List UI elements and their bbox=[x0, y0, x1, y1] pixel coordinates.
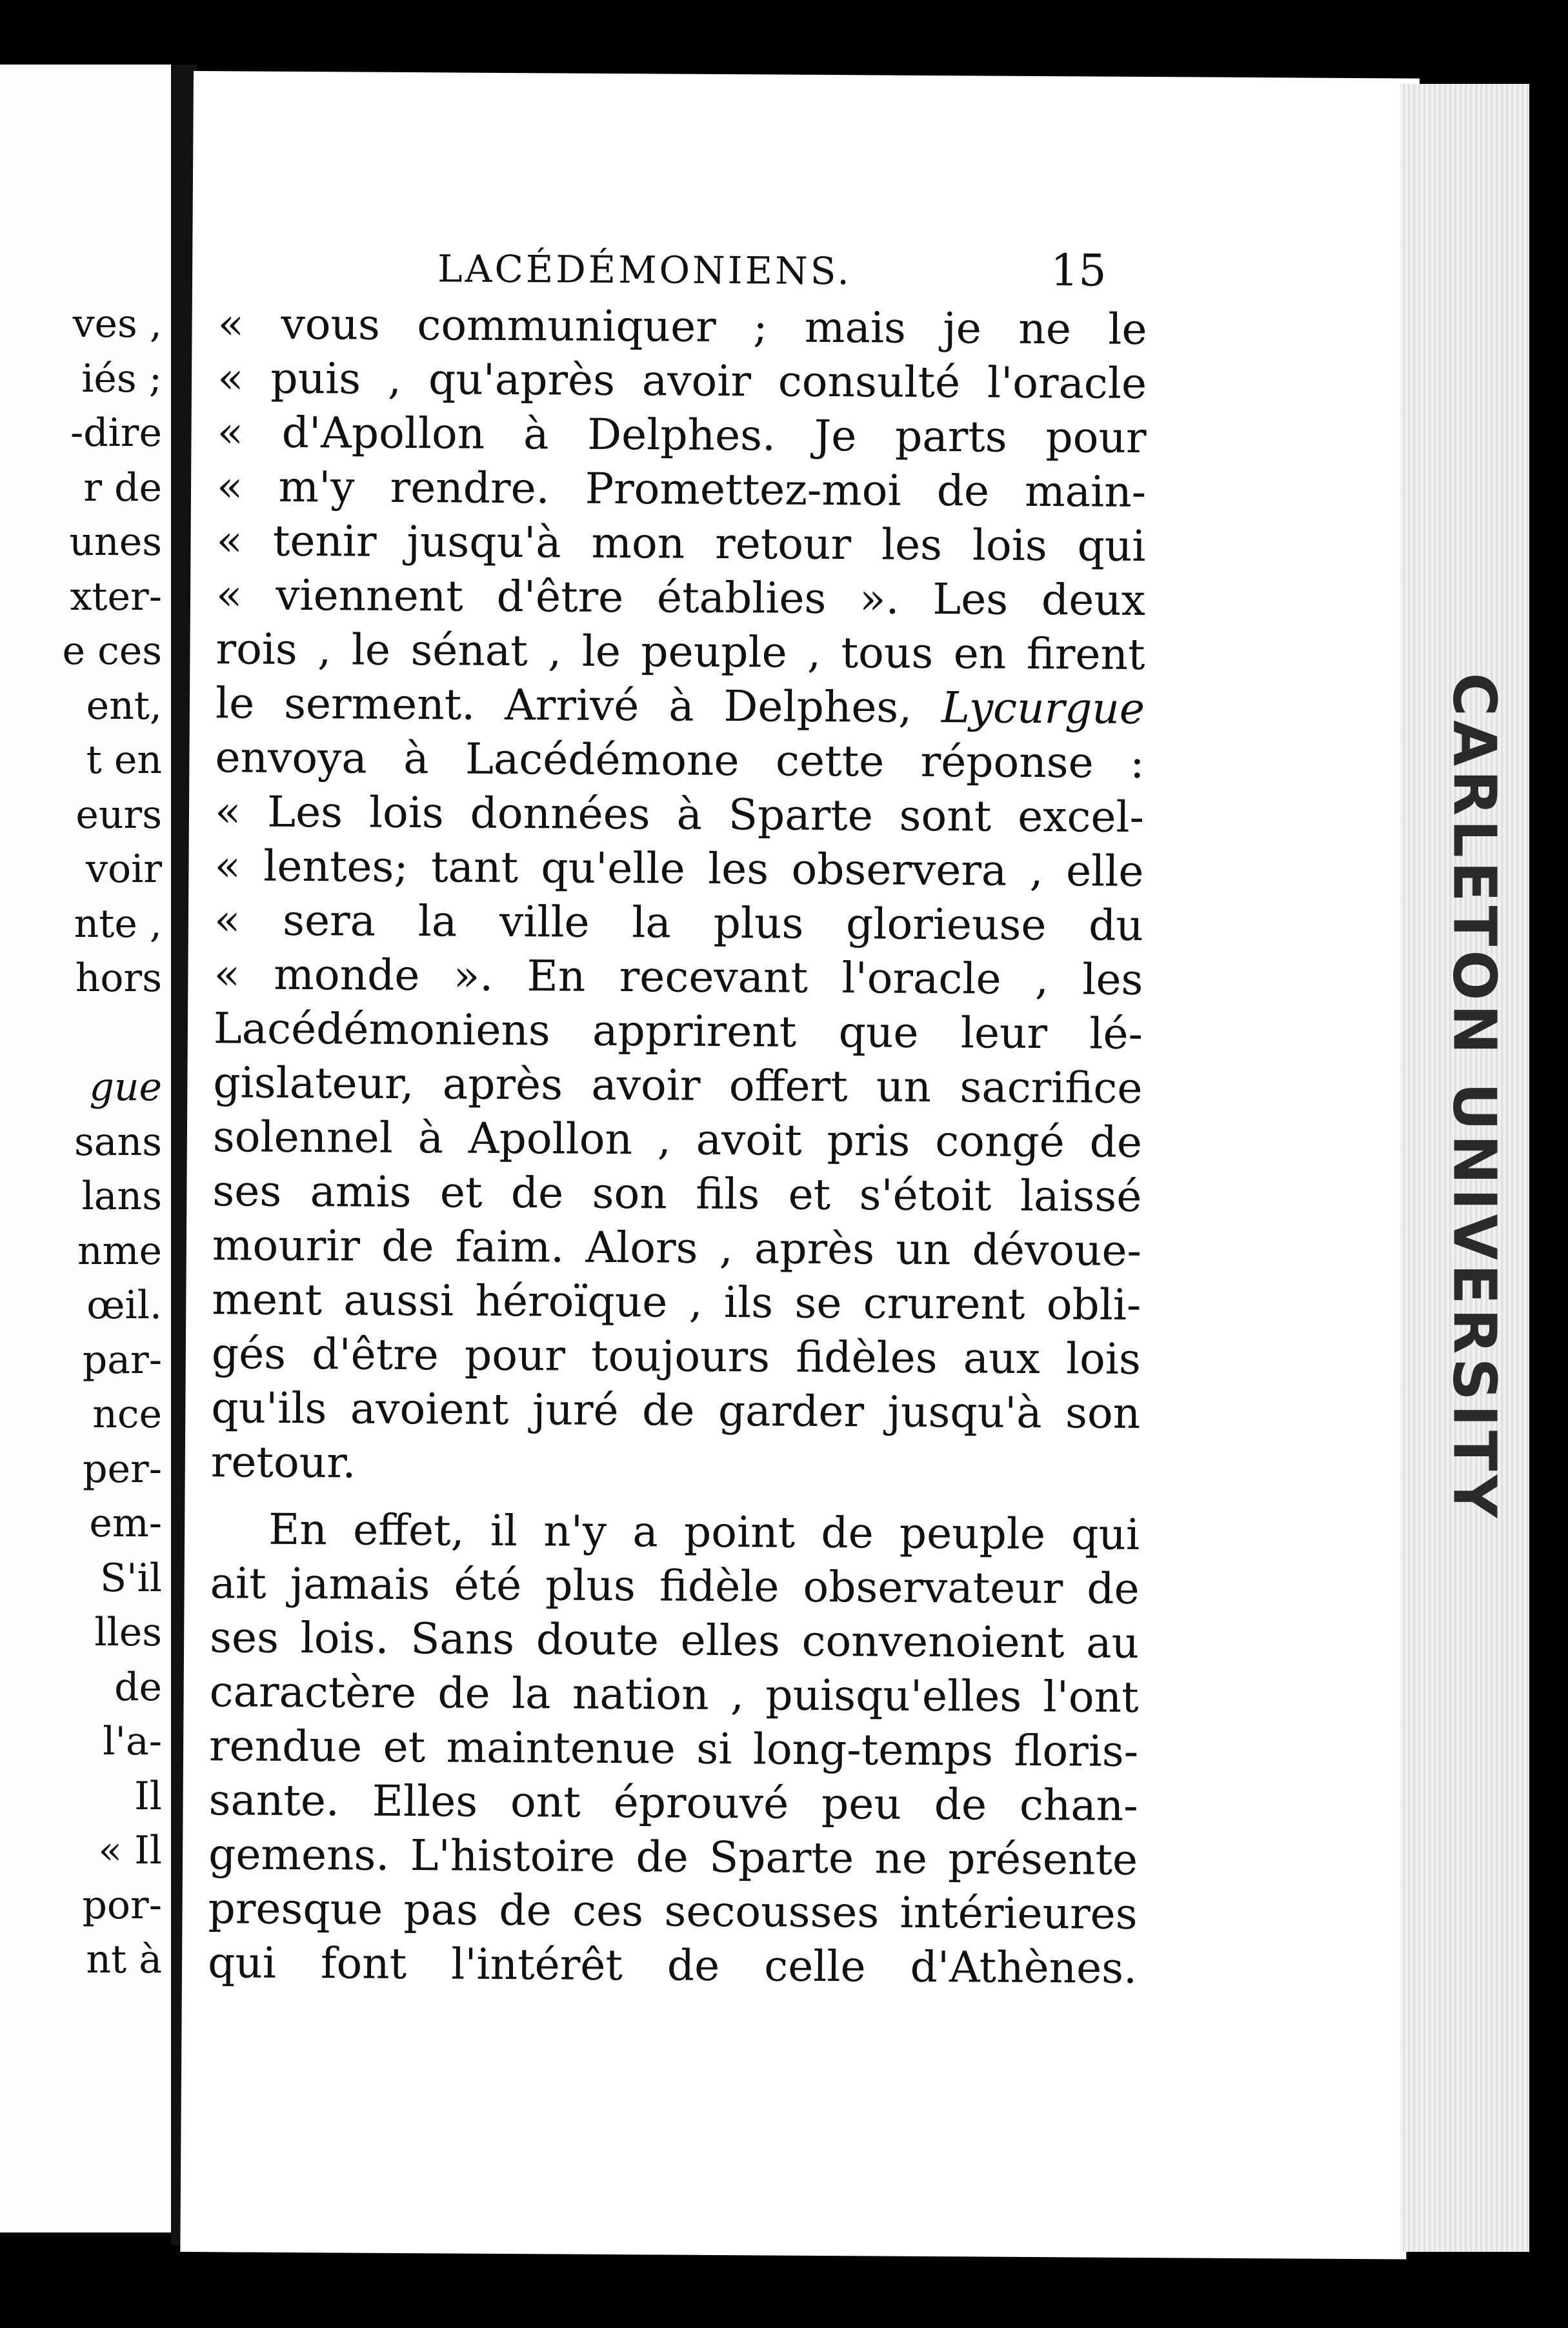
left-line: par- bbox=[82, 1337, 162, 1383]
left-line bbox=[63, 1006, 162, 1061]
text-line: qui font l'intérêt de celle d'Athènes. bbox=[207, 1938, 1138, 1993]
text-line: « tenir jusqu'à mon retour les lois qui bbox=[216, 516, 1146, 572]
left-line: hors bbox=[75, 956, 162, 1001]
left-line: nt à bbox=[86, 1937, 162, 1982]
left-line: nce bbox=[92, 1392, 162, 1437]
left-line: de bbox=[114, 1664, 162, 1710]
text-line: « puis , qu'après avoir consulté l'oracle bbox=[217, 353, 1147, 409]
text-line: « sera la ville la plus glorieuse du bbox=[214, 895, 1144, 951]
text-line: caractère de la nation , puisqu'elles l'ont bbox=[209, 1667, 1139, 1722]
text-line: « viennent d'être établies ». Les deux bbox=[216, 570, 1146, 626]
left-line: Il bbox=[134, 1773, 162, 1819]
left-line: per- bbox=[83, 1446, 162, 1492]
right-page bbox=[180, 71, 1420, 2260]
left-line: nte , bbox=[74, 901, 162, 947]
text-line: « d'Apollon à Delphes. Je parts pour bbox=[217, 407, 1147, 463]
page-number: 15 bbox=[1050, 245, 1107, 297]
left-line: ves , bbox=[72, 301, 162, 346]
text-line: « monde ». En recevant l'oracle , les bbox=[214, 949, 1143, 1005]
text-line: « m'y rendre. Promettez-moi de main- bbox=[216, 461, 1147, 517]
left-line: t en bbox=[86, 738, 162, 783]
text-line: envoya à Lacédémone cette réponse : bbox=[215, 732, 1145, 788]
left-line: unes bbox=[69, 519, 162, 565]
text-line: « Les lois données à Sparte sont excel- bbox=[214, 787, 1145, 843]
text-line: qu'ils avoient juré de garder jusqu'à son bbox=[211, 1383, 1141, 1439]
text-line: « lentes; tant qu'elle les observera , elle bbox=[214, 841, 1144, 897]
left-line: S'il bbox=[100, 1555, 162, 1601]
left-page-fragment bbox=[0, 65, 171, 2233]
left-line: lans bbox=[81, 1174, 162, 1219]
text-line: sante. Elles ont éprouvé peu de chan- bbox=[208, 1775, 1138, 1831]
italic-name-lycurgue: Lycurgue bbox=[941, 683, 1145, 734]
left-line: eurs bbox=[75, 792, 162, 838]
left-line: em- bbox=[89, 1501, 162, 1546]
text-line: ses lois. Sans doute elles convenoient au bbox=[209, 1612, 1140, 1668]
left-line: nme bbox=[77, 1228, 162, 1274]
library-stamp bbox=[1440, 516, 1509, 1678]
left-line: voir bbox=[86, 847, 162, 892]
text-line: ment aussi héroïque , ils se crurent obli- bbox=[212, 1274, 1141, 1330]
left-line: ent, bbox=[86, 683, 162, 728]
running-head: LACÉDÉMONIENS. bbox=[437, 246, 852, 294]
body-text bbox=[208, 297, 1147, 1996]
left-line: xter- bbox=[70, 574, 162, 619]
left-line: iés ; bbox=[81, 356, 162, 401]
text-line: gés d'être pour toujours fidèles aux lois bbox=[211, 1329, 1141, 1385]
text-line-part: le serment. Arrivé à Delphes, bbox=[215, 678, 912, 732]
text-line: presque pas de ces secousses intérieures bbox=[208, 1883, 1138, 1939]
text-line: retour. bbox=[210, 1437, 356, 1488]
text-line: « vous communiquer ; mais je ne le bbox=[217, 299, 1147, 355]
left-line: e ces bbox=[62, 628, 162, 674]
text-line: ait jamais été plus fidèle observateur de bbox=[210, 1558, 1140, 1614]
library-stamp-text: CARLETON UNIVERSITY bbox=[1440, 672, 1509, 1521]
left-line: « Il bbox=[98, 1828, 162, 1873]
left-line: gue bbox=[89, 1065, 162, 1110]
text-line: solennel à Apollon , avoit pris congé de bbox=[212, 1112, 1143, 1168]
text-line: gemens. L'histoire de Sparte ne présente bbox=[208, 1829, 1138, 1885]
left-line: œil. bbox=[86, 1283, 162, 1328]
left-line: lles bbox=[94, 1610, 162, 1655]
text-line: gislateur, après avoir offert un sacrifice bbox=[213, 1058, 1143, 1114]
left-line: -dire bbox=[70, 410, 162, 456]
left-line: r de bbox=[83, 465, 162, 510]
text-line: rendue et maintenue si long-temps floris- bbox=[208, 1721, 1139, 1776]
text-line: rois , le sénat , le peuple , tous en firent bbox=[216, 624, 1145, 680]
left-page-text bbox=[63, 297, 162, 1987]
left-line: sans bbox=[74, 1119, 162, 1165]
text-line: mourir de faim. Alors , après un dévoue- bbox=[212, 1220, 1142, 1276]
left-line: l'a- bbox=[103, 1719, 162, 1764]
left-line: por- bbox=[82, 1882, 162, 1928]
text-line bbox=[216, 676, 1145, 736]
text-line: ses amis et de son fils et s'étoit laissé bbox=[212, 1166, 1142, 1222]
text-line: Lacédémoniens apprirent que leur lé- bbox=[213, 1003, 1143, 1059]
paragraph-start: En effet, il n'y a point de peuple qui bbox=[268, 1504, 1140, 1560]
